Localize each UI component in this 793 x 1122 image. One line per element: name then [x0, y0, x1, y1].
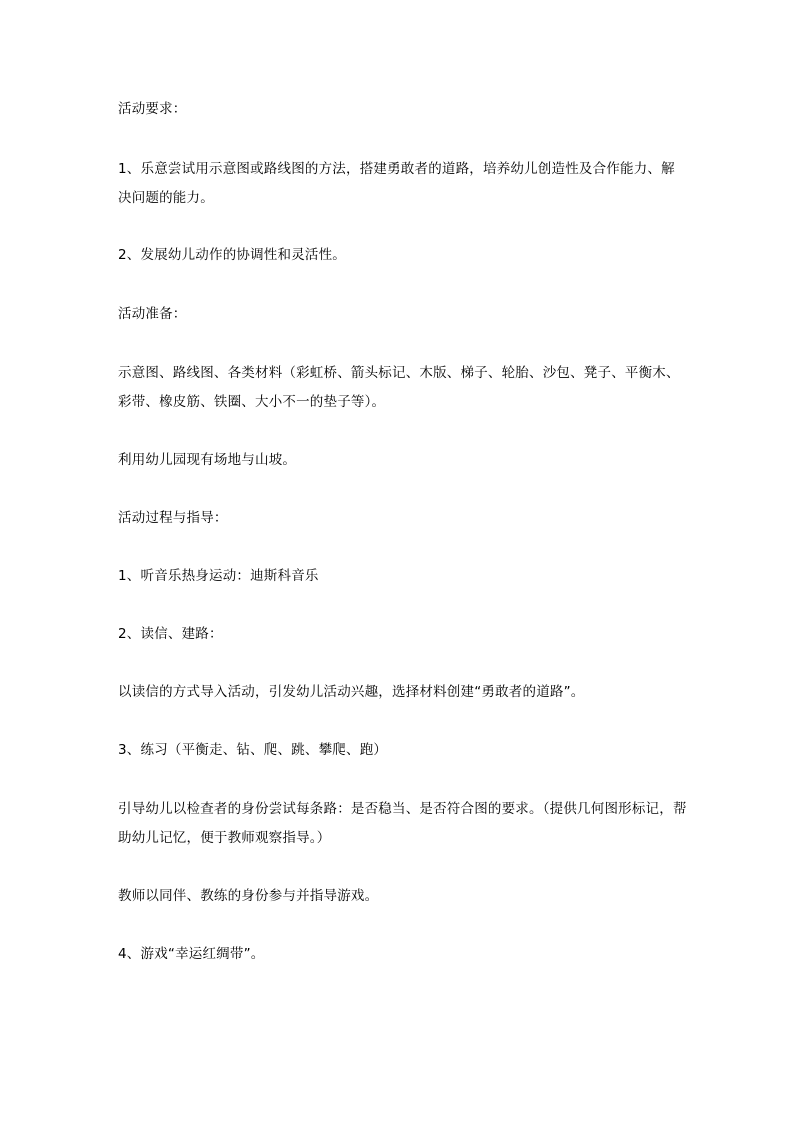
process-step-2-detail: 以读信的方式导入活动，引发幼儿活动兴趣，选择材料创建“勇敢者的道路”。	[118, 684, 585, 700]
process-step-2: 2、读信、建路：	[118, 626, 223, 642]
preparation-venue: 利用幼儿园现有场地与山坡。	[118, 452, 297, 468]
heading-activity-process: 活动过程与指导：	[118, 510, 228, 526]
preparation-materials: 示意图、路线图、各类材料（彩虹桥、箭头标记、木版、梯子、轮胎、沙包、凳子、平衡木、彩带、橡皮筋、铁圈、大小不一的垫子等）。	[118, 365, 680, 410]
requirement-item-1: 1、乐意尝试用示意图或路线图的方法，搭建勇敢者的道路，培养幼儿创造性及合作能力、解决问题的能力。	[118, 161, 675, 206]
heading-activity-preparation: 活动准备：	[118, 306, 187, 322]
requirement-item-2: 2、发展幼儿动作的协调性和灵活性。	[118, 247, 346, 263]
process-step-1: 1、听音乐热身运动：迪斯科音乐	[118, 568, 319, 584]
process-step-3: 3、练习（平衡走、钻、爬、跳、攀爬、跑）	[118, 742, 388, 758]
process-step-3-teacher-role: 教师以同伴、教练的身份参与并指导游戏。	[118, 888, 379, 904]
process-step-4: 4、游戏“幸运红绸带”。	[118, 946, 265, 962]
heading-activity-requirements: 活动要求：	[118, 101, 187, 117]
process-step-3-detail: 引导幼儿以检查者的身份尝试每条路：是否稳当、是否符合图的要求。（提供几何图形标记，帮助幼儿记忆，便于教师观察指导。）	[118, 801, 687, 846]
